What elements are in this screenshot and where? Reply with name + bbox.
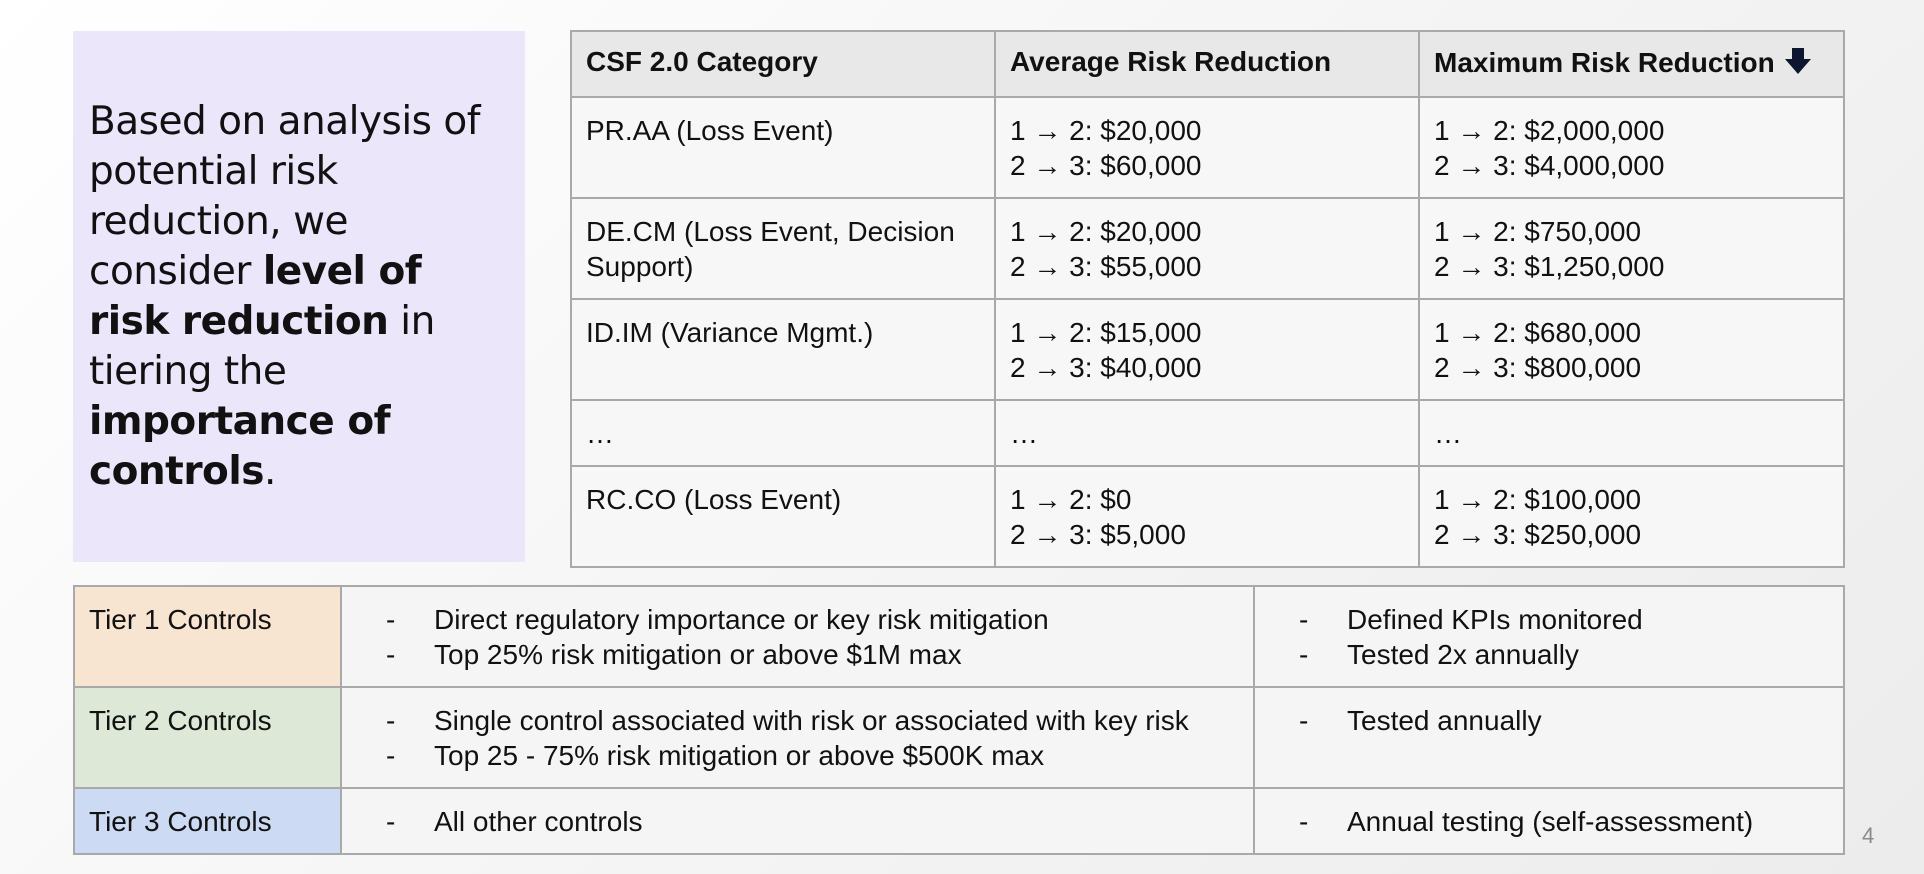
criteria-list [356, 602, 1239, 672]
list-item: - Top 25 - 75% risk mitigation or above $500K max [386, 738, 1239, 773]
requirements-list [1269, 804, 1829, 839]
criteria-list [356, 804, 1239, 839]
list-item: - Top 25% risk mitigation or above $1M max [386, 637, 1239, 672]
callout-text-part: Based on analysis of potential risk reduction, we consider [89, 98, 480, 294]
maximum-reduction-cell [1419, 299, 1844, 400]
reduction-value: 1 → 2: $15,000 [1010, 317, 1202, 348]
tier-label: Tier 3 Controls [74, 788, 341, 854]
reduction-value: 1 → 2: $2,000,000 [1434, 115, 1665, 146]
reduction-value: 1 → 2: $0 [1010, 484, 1132, 515]
risk-reduction-table [570, 30, 1845, 568]
callout-text-part: . [263, 448, 276, 494]
table-header-row [571, 31, 1844, 97]
reduction-value: 1 → 2: $750,000 [1434, 216, 1642, 247]
table-row [571, 198, 1844, 299]
reduction-value: 2 → 3: $250,000 [1434, 519, 1642, 550]
category-cell: RC.CO (Loss Event) [571, 466, 995, 567]
reduction-value: 2 → 3: $60,000 [1010, 150, 1202, 181]
table-row [571, 97, 1844, 198]
tier-label: Tier 1 Controls [74, 586, 341, 687]
category-cell: ID.IM (Variance Mgmt.) [571, 299, 995, 400]
reduction-value: 1 → 2: $20,000 [1010, 115, 1202, 146]
arrow-down-icon[interactable] [1783, 46, 1813, 83]
tier-row [74, 586, 1844, 687]
tier-row [74, 687, 1844, 788]
reduction-value: 2 → 3: $40,000 [1010, 352, 1202, 383]
list-item: - All other controls [386, 804, 1239, 839]
maximum-reduction-cell [1419, 400, 1844, 466]
page-number: 4 [1862, 823, 1875, 848]
tier-criteria-cell [341, 788, 1254, 854]
tier-label: Tier 2 Controls [74, 687, 341, 788]
list-item: - Annual testing (self-assessment) [1299, 804, 1829, 839]
average-reduction-cell [995, 466, 1419, 567]
maximum-reduction-cell [1419, 198, 1844, 299]
reduction-value: … [1010, 418, 1038, 449]
criteria-list [356, 703, 1239, 773]
category-cell: PR.AA (Loss Event) [571, 97, 995, 198]
tier-requirements-cell [1254, 788, 1844, 854]
tier-requirements-cell [1254, 586, 1844, 687]
reduction-value: 1 → 2: $20,000 [1010, 216, 1202, 247]
list-item: - Single control associated with risk or associated with key risk [386, 703, 1239, 738]
average-reduction-cell [995, 97, 1419, 198]
reduction-value: 1 → 2: $680,000 [1434, 317, 1642, 348]
reduction-value: 2 → 3: $1,250,000 [1434, 251, 1665, 282]
average-reduction-cell [995, 299, 1419, 400]
requirements-list [1269, 703, 1829, 738]
maximum-reduction-cell [1419, 97, 1844, 198]
table-row [571, 466, 1844, 567]
callout-text [89, 97, 509, 497]
callout-emphasis: level of risk reduction [89, 248, 422, 344]
list-item: - Direct regulatory importance or key risk mitigation [386, 602, 1239, 637]
requirements-list [1269, 602, 1829, 672]
list-item: - Defined KPIs monitored [1299, 602, 1829, 637]
callout-box [73, 31, 525, 562]
list-item: - Tested 2x annually [1299, 637, 1829, 672]
tier-criteria-cell [341, 586, 1254, 687]
reduction-value: 2 → 3: $4,000,000 [1434, 150, 1665, 181]
reduction-value: 2 → 3: $55,000 [1010, 251, 1202, 282]
reduction-value: … [1434, 418, 1462, 449]
average-reduction-cell [995, 400, 1419, 466]
column-header-category: CSF 2.0 Category [571, 31, 995, 97]
category-cell: DE.CM (Loss Event, Decision Support) [571, 198, 995, 299]
reduction-value: 2 → 3: $5,000 [1010, 519, 1186, 550]
column-header-average: Average Risk Reduction [995, 31, 1419, 97]
category-cell: … [571, 400, 995, 466]
reduction-value: 1 → 2: $100,000 [1434, 484, 1642, 515]
maximum-reduction-cell [1419, 466, 1844, 567]
callout-emphasis: importance of controls [89, 398, 391, 494]
tier-requirements-cell [1254, 687, 1844, 788]
table-row [571, 299, 1844, 400]
reduction-value: 2 → 3: $800,000 [1434, 352, 1642, 383]
callout-text-part: in tiering the [89, 298, 435, 394]
column-header-maximum[interactable] [1419, 31, 1844, 97]
tier-row [74, 788, 1844, 854]
control-tiers-table [73, 585, 1845, 855]
tier-criteria-cell [341, 687, 1254, 788]
column-header-maximum-label: Maximum Risk Reduction [1434, 47, 1775, 78]
average-reduction-cell [995, 198, 1419, 299]
list-item: - Tested annually [1299, 703, 1829, 738]
table-row [571, 400, 1844, 466]
